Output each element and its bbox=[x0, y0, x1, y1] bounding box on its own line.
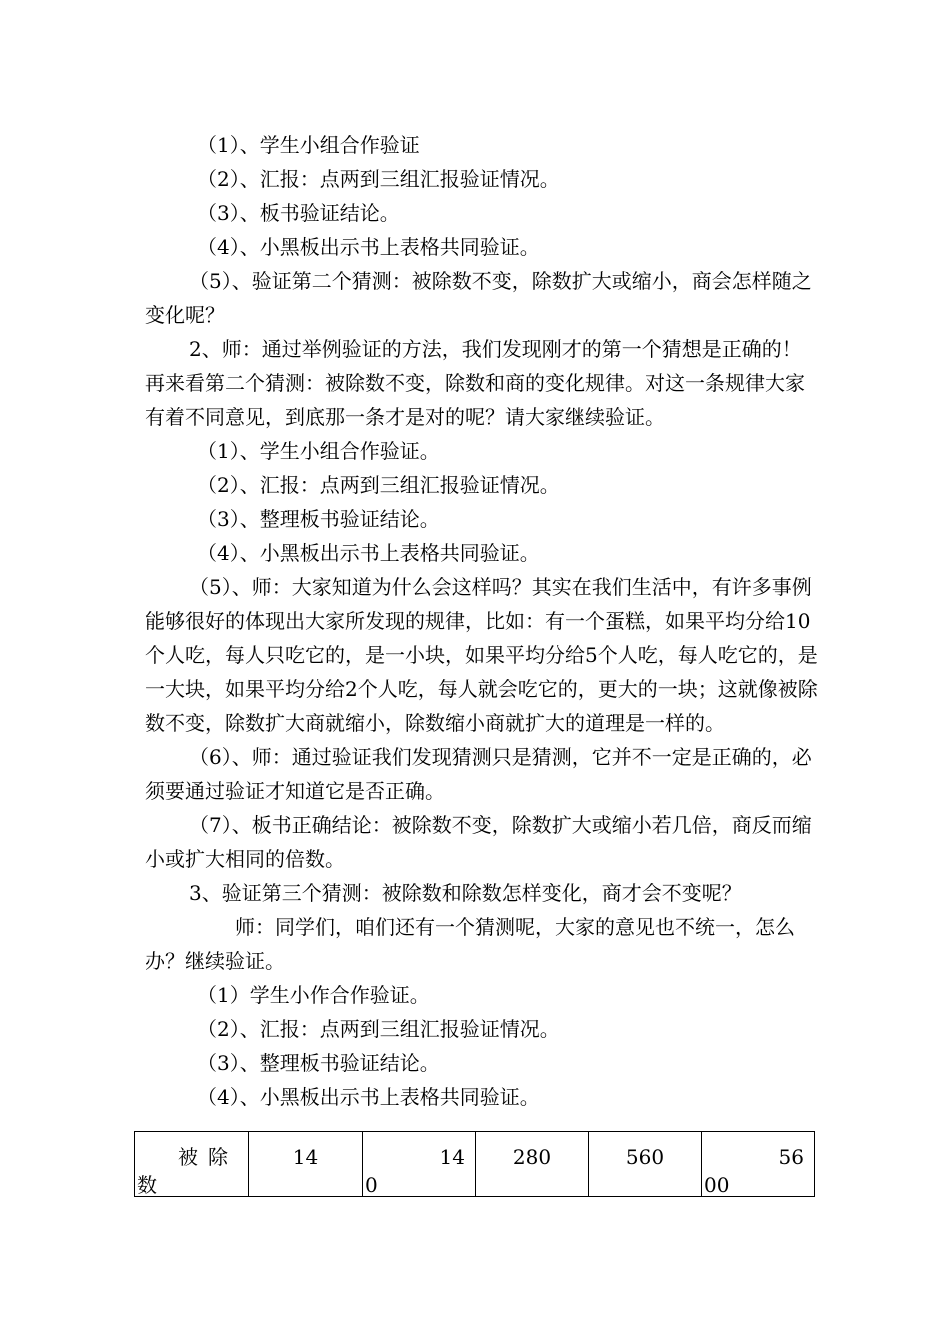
paragraph: （1）、学生小组合作验证。 bbox=[197, 439, 440, 463]
paragraph: （2）、汇报：点两到三组汇报验证情况。 bbox=[197, 473, 560, 497]
cell-value-bottom: 0 bbox=[365, 1173, 378, 1197]
paragraph: （5）、验证第二个猜测：被除数不变，除数扩大或缩小，商会怎样随之变化呢？ bbox=[145, 269, 812, 327]
paragraph: （2）、汇报：点两到三组汇报验证情况。 bbox=[197, 167, 560, 191]
header-label-bottom: 数 bbox=[137, 1173, 157, 1197]
table-header-cell bbox=[135, 1132, 249, 1197]
document-body bbox=[145, 128, 820, 1114]
dividend-table bbox=[134, 1131, 815, 1197]
paragraph: （5）、师：大家知道为什么会这样吗？其实在我们生活中，有许多事例能够很好的体现出大家所发现的规律，比如：有一个蛋糕，如果平均分给10个人吃，每人只吃它的，是一小块，如果平均分给5个人吃，每人吃它的，是一大块，如果平均分给2个人吃，每人就会吃它的，更大的一块；这就像被除数不变，除数扩大商就缩小，除数缩小商就扩大的道理是一样的。 bbox=[145, 575, 818, 735]
table-cell bbox=[702, 1132, 815, 1197]
cell-value: 280 bbox=[512, 1145, 552, 1169]
paragraph: 师：同学们，咱们还有一个猜测呢，大家的意见也不统一，怎么办？继续验证。 bbox=[145, 915, 795, 973]
cell-value-bottom: 00 bbox=[704, 1173, 730, 1197]
header-label-top: 被除 bbox=[178, 1145, 238, 1169]
paragraph: （6）、师：通过验证我们发现猜测只是猜测，它并不一定是正确的，必须要通过验证才知道它是否正确。 bbox=[145, 745, 812, 803]
table-cell bbox=[249, 1132, 363, 1197]
paragraph: （3）、整理板书验证结论。 bbox=[197, 1051, 440, 1075]
cell-value: 560 bbox=[625, 1145, 665, 1169]
cell-value-top: 56 bbox=[778, 1145, 804, 1169]
cell-value: 14 bbox=[292, 1145, 319, 1169]
cell-value-top: 14 bbox=[439, 1145, 465, 1169]
table-cell bbox=[476, 1132, 589, 1197]
table-cell bbox=[363, 1132, 476, 1197]
paragraph: （1）、学生小组合作验证 bbox=[197, 133, 420, 157]
paragraph: （4）、小黑板出示书上表格共同验证。 bbox=[197, 235, 540, 259]
paragraph: 3、验证第三个猜测：被除数和除数怎样变化，商才会不变呢？ bbox=[189, 881, 742, 905]
table-cell bbox=[589, 1132, 702, 1197]
paragraph: （7）、板书正确结论：被除数不变，除数扩大或缩小若几倍，商反而缩小或扩大相同的倍数。 bbox=[145, 813, 812, 871]
paragraph: （3）、整理板书验证结论。 bbox=[197, 507, 440, 531]
paragraph: （3）、板书验证结论。 bbox=[197, 201, 400, 225]
paragraph: 2、师：通过举例验证的方法，我们发现刚才的第一个猜想是正确的！再来看第二个猜测：被除数不变，除数和商的变化规律。对这一条规律大家有着不同意见，到底那一条才是对的呢？请大家继续验证。 bbox=[145, 337, 805, 429]
paragraph: （4）、小黑板出示书上表格共同验证。 bbox=[197, 541, 540, 565]
paragraph: （2）、汇报：点两到三组汇报验证情况。 bbox=[197, 1017, 560, 1041]
paragraph: （4）、小黑板出示书上表格共同验证。 bbox=[197, 1085, 540, 1109]
paragraph: （1）学生小作合作验证。 bbox=[197, 983, 430, 1007]
table-row bbox=[135, 1132, 815, 1197]
